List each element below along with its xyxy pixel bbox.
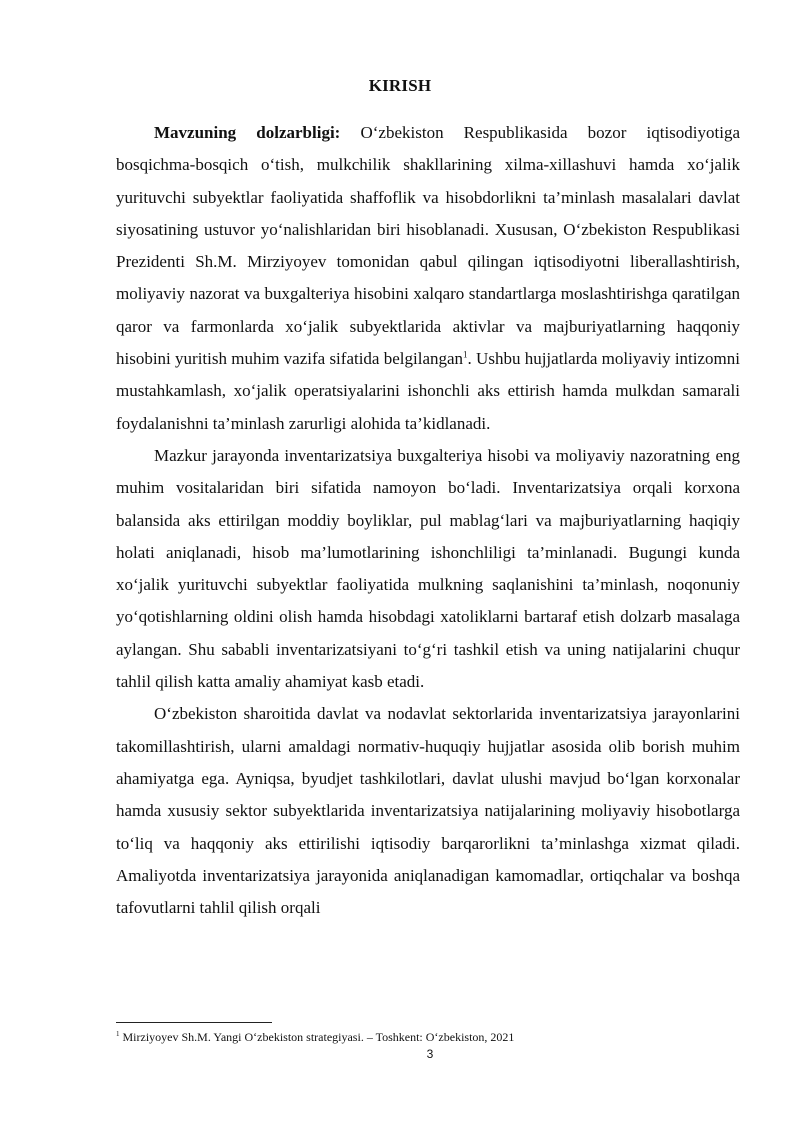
footnote-text: Mirziyoyev Sh.M. Yangi O‘zbekiston strategiyasi. – Toshkent: O‘zbekiston, 2021 — [119, 1030, 515, 1044]
paragraph-text: O‘zbekiston Respublikasida bozor iqtisodiyotiga bosqichma-bosqich o‘tish, mulkchilik shakllarining xilma-xillashuvi hamda xo‘jalik yurituvchi subyektlar faoliyatida shaffoflik va hisobdorlikni ta’minlash masalalari davlat siyosatining ustuvor yo‘nalishlaridan biri hisoblanadi. Xususan, O‘zbekiston Respublikasi Prezidenti Sh.M. Mirziyoyev tomonidan qabul qilingan iqtisodiyotni liberallashtirish, moliyaviy nazorat va buxgalteriya hisobini xalqaro standartlarga moslashtirishga qaratilgan qaror va farmonlarda xo‘jalik subyektlarida aktivlar va majburiyatlarning haqqoniy hisobini yuritish muhim vazifa sifatida belgilangan — [116, 123, 740, 369]
footnote-divider — [116, 1022, 272, 1023]
section-title: KIRISH — [368, 76, 432, 95]
relevance-lead: Mavzuning dolzarbligi: — [154, 123, 341, 142]
paragraph-inventory-role: Mazkur jarayonda inventarizatsiya buxgalteriya hisobi va moliyaviy nazoratning eng muhim vositalaridan biri sifatida namoyon bo‘ladi. Inventarizatsiya orqali korxona balansida aks ettirilgan moddiy boyliklar, pul mablag‘lari va majburiyatlarning haqiqiy holati aniqlanadi, hisob ma’lumotlarining ishonchliligi ta’minlanadi. Bugungi kunda xo‘jalik yurituvchi subyektlar faoliyatida mulkning saqlanishini ta’minlash, noqonuniy yo‘qotishlarning oldini olish hamda hisobdagi xatoliklarni bartaraf etish dolzarb masalaga aylangan. Shu sababli inventarizatsiyani to‘g‘ri tashkil etish va uning natijalarini chuqur tahlil qilish katta amaliy ahamiyat kasb etadi. — [116, 445, 740, 692]
page-number: 3 — [426, 1047, 434, 1061]
paragraph-uzbekistan-conditions: O‘zbekiston sharoitida davlat va nodavlat sektorlarida inventarizatsiya jarayonlarini takomillashtirish, ularni amaldagi normativ-huquqiy hujjatlar asosida olib borish muhim ahamiyatga ega. Ayniqsa, byudjet tashkilotlari, davlat ulushi mavjud bo‘lgan korxonalar hamda xususiy sektor subyektlarida inventarizatsiya natijalarining moliyaviy hisobotlarga to‘liq va haqqoniy aks ettirilishi iqtisodiy barqarorlikni ta’minlashga xizmat qiladi. Amaliyotda inventarizatsiya jarayonida aniqlanadigan kamomadlar, ortiqchalar va boshqa tafovutlarni tahlil qilish orqali — [116, 704, 740, 918]
footnote-marker: 1 — [116, 1030, 120, 1038]
paragraph-text-continued: . Ushbu hujjatlarda moliyaviy intizomni mustahkamlash, xo‘jalik operatsiyalarini ishonchli aks ettirish hamda mulkdan samarali foydalanishni ta’minlash zarurligi alohida ta’kidlanadi. — [116, 349, 740, 433]
body-text — [116, 117, 740, 924]
footnote-reference[interactable]: 1 — [463, 349, 468, 360]
paragraph-relevance — [116, 117, 740, 440]
footnote — [116, 1030, 740, 1045]
